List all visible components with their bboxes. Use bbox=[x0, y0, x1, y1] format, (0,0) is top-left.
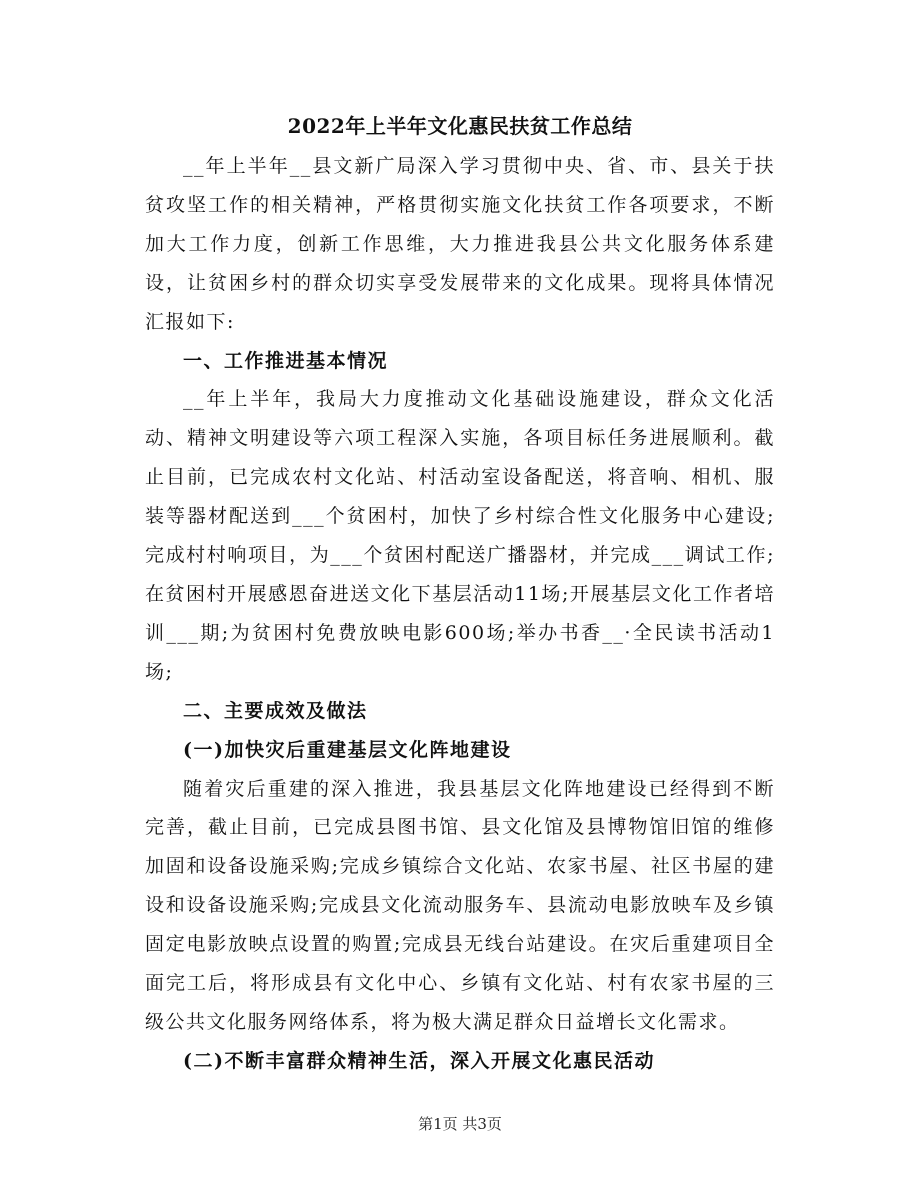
section-1-heading: 一、工作推进基本情况 bbox=[183, 349, 389, 372]
document-title: 2022年上半年文化惠民扶贫工作总结 bbox=[287, 114, 633, 138]
section-1-paragraph: __年上半年，我局大力度推动文化基础设施建设，群众文化活动、精神文明建设等六项工程深入实施，各项目标任务进展顺利。截止目前，已完成农村文化站、村活动室设备配送，将音响、相机、服装等器材配送到___个贫困村，加快了乡村综合性文化服务中心建设;完成村村响项目，为___个贫困村配送广播器材，并完成___调试工作;在贫困村开展感恩奋进送文化下基层活动11场;开展基层文化工作者培训___期;为贫困村免费放映电影600场;举办书香__·全民读书活动1场; bbox=[145, 388, 775, 683]
subsection-1-heading: (一)加快灾后重建基层文化阵地建设 bbox=[183, 738, 512, 761]
subsection-1-paragraph: 随着灾后重建的深入推进，我县基层文化阵地建设已经得到不断完善，截止目前，已完成县图书馆、县文化馆及县博物馆旧馆的维修加固和设备设施采购;完成乡镇综合文化站、农家书屋、社区书屋的建设和设备设施采购;完成县文化流动服务车、县流动电影放映车及乡镇固定电影放映点设置的购置;完成县无线台站建设。在灾后重建项目全面完工后，将形成县有文化中心、乡镇有文化站、村有农家书屋的三级公共文化服务网络体系，将为极大满足群众日益增长文化需求。 bbox=[145, 777, 775, 1033]
subsection-2-heading: (二)不断丰富群众精神生活，深入开展文化惠民活动 bbox=[183, 1049, 655, 1072]
intro-paragraph: __年上半年__县文新广局深入学习贯彻中央、省、市、县关于扶贫攻坚工作的相关精神，严格贯彻实施文化扶贫工作各项要求，不断加大工作力度，创新工作思维，大力推进我县公共文化服务体系建设，让贫困乡村的群众切实享受发展带来的文化成果。现将具体情况汇报如下: bbox=[145, 155, 775, 333]
section-2-heading: 二、主要成效及做法 bbox=[183, 699, 368, 722]
page-number-footer: 第1页 共3页 bbox=[418, 1115, 502, 1133]
document-body bbox=[145, 147, 775, 1081]
